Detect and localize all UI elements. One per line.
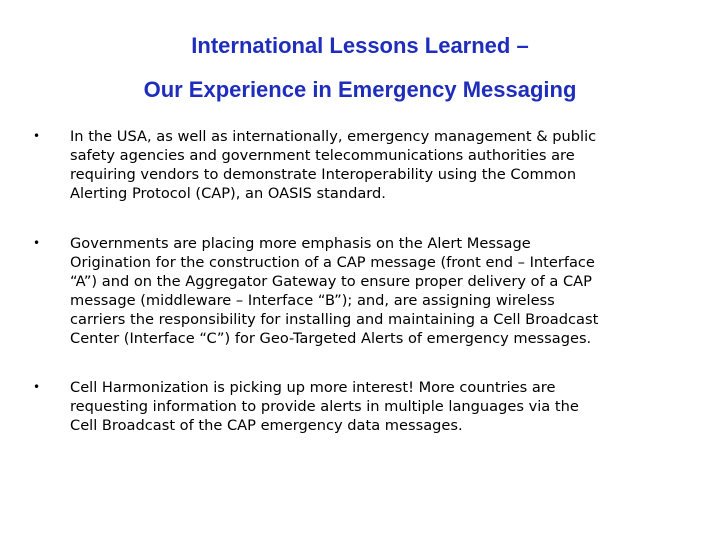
bullet-text — [70, 234, 710, 348]
bullet-line: Governments are placing more emphasis on the Alert Message — [70, 235, 531, 252]
bullet-text — [70, 378, 710, 435]
bullet-line: message (middleware – Interface “B”); and, are assigning wireless — [70, 292, 555, 309]
slide-title-line-1: International Lessons Learned – — [191, 33, 529, 58]
bullet-text — [70, 127, 710, 203]
bullet-line: “A”) and on the Aggregator Gateway to ensure proper delivery of a CAP — [70, 273, 592, 290]
bullet-line: safety agencies and government telecommunications authorities are — [70, 147, 575, 164]
bullet-line: Cell Broadcast of the CAP emergency data messages. — [70, 417, 463, 434]
bullet-icon: • — [33, 380, 41, 394]
slide-title-line-2: Our Experience in Emergency Messaging — [143, 77, 577, 102]
bullet-icon: • — [33, 129, 41, 143]
bullet-line: Center (Interface “C”) for Geo-Targeted Alerts of emergency messages. — [70, 330, 592, 347]
bullet-line: In the USA, as well as internationally, emergency management & public — [70, 128, 597, 145]
bullet-icon: • — [33, 236, 41, 250]
bullet-line: carriers the responsibility for installing and maintaining a Cell Broadcast — [70, 311, 599, 328]
bullet-line: requiring vendors to demonstrate Interoperability using the Common — [70, 166, 577, 183]
bullet-line: Origination for the construction of a CAP message (front end – Interface — [70, 254, 595, 271]
bullet-line: Alerting Protocol (CAP), an OASIS standard. — [70, 185, 386, 202]
bullet-line: requesting information to provide alerts in multiple languages via the — [70, 398, 579, 415]
bullet-line: Cell Harmonization is picking up more interest! More countries are — [70, 379, 556, 396]
